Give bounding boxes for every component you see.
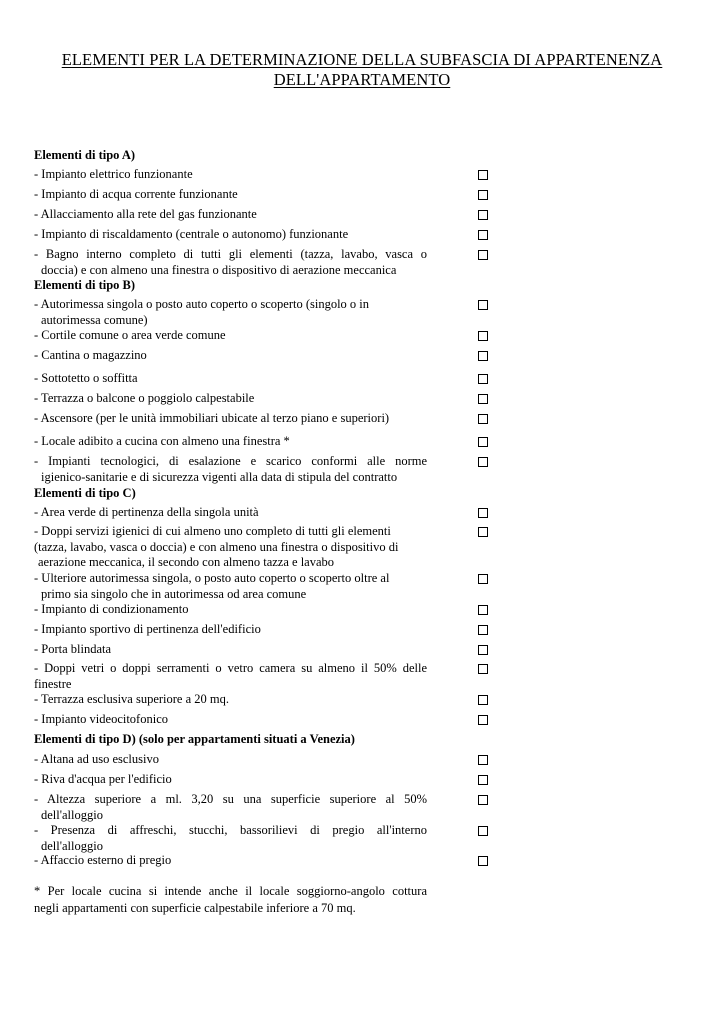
item-ulteriore-autorimessa	[34, 571, 427, 602]
document-title-line-1: ELEMENTI PER LA DETERMINAZIONE DELLA SUBFASCIA DI APPARTENENZA	[61, 50, 663, 69]
checkbox-impianti-tecnologici[interactable]	[478, 457, 488, 467]
item-affreschi-line-2: dell'alloggio	[41, 838, 103, 853]
checkbox-condizionamento[interactable]	[478, 605, 488, 615]
item-condizionamento: - Impianto di condizionamento	[34, 602, 189, 616]
item-impianti-tecnologici	[34, 454, 427, 485]
item-doppi-servizi-line-2: (tazza, lavabo, vasca o doccia) e con almeno una finestra o dispositivo di	[34, 539, 399, 554]
checkbox-riscaldamento[interactable]	[478, 230, 488, 240]
footnote	[34, 883, 427, 917]
document-title-line-2: DELL'APPARTAMENTO	[273, 70, 451, 89]
item-affreschi	[34, 823, 427, 854]
item-porta-blindata: - Porta blindata	[34, 642, 112, 656]
item-cantina: - Cantina o magazzino	[34, 348, 147, 362]
checkbox-affreschi[interactable]	[478, 826, 488, 836]
checkbox-doppi-vetri[interactable]	[478, 664, 488, 674]
section-c-heading: Elementi di tipo C)	[34, 486, 136, 500]
checkbox-impianto-elettrico[interactable]	[478, 170, 488, 180]
checkbox-bagno-interno[interactable]	[478, 250, 488, 260]
item-autorimessa	[34, 297, 427, 328]
checkbox-videocitofonico[interactable]	[478, 715, 488, 725]
item-acqua-corrente: - Impianto di acqua corrente funzionante	[34, 187, 238, 201]
section-b-heading: Elementi di tipo B)	[34, 278, 136, 292]
checkbox-terrazza-balcone[interactable]	[478, 394, 488, 404]
footnote-line-2: negli appartamenti con superficie calpestabile inferiore a 70 mq.	[34, 901, 356, 915]
item-doppi-vetri-line-2: finestre	[34, 676, 72, 691]
item-videocitofonico: - Impianto videocitofonico	[34, 712, 168, 726]
item-impianti-tecnologici-line-2: igienico-sanitarie e di sicurezza vigenti alla data di stipula del contratto	[41, 469, 398, 484]
item-terrazza-balcone: - Terrazza o balcone o poggiolo calpestabile	[34, 391, 255, 405]
item-altezza	[34, 792, 427, 823]
item-terrazza-esclusiva: - Terrazza esclusiva superiore a 20 mq.	[34, 692, 229, 706]
section-d-heading: Elementi di tipo D) (solo per appartamenti situati a Venezia)	[34, 732, 355, 746]
item-sottotetto: - Sottotetto o soffitta	[34, 371, 138, 385]
checkbox-altana[interactable]	[478, 755, 488, 765]
item-altana: - Altana ad uso esclusivo	[34, 752, 159, 766]
checkbox-autorimessa[interactable]	[478, 300, 488, 310]
item-ulteriore-autorimessa-line-1: - Ulteriore autorimessa singola, o posto auto coperto o scoperto oltre al	[34, 571, 390, 585]
item-ulteriore-autorimessa-line-2: primo sia singolo che in autorimessa od area comune	[41, 586, 307, 601]
item-altezza-line-2: dell'alloggio	[41, 807, 103, 822]
item-impianti-tecnologici-line-1: - Impianti tecnologici, di esalazione e scarico conformi alle norme	[34, 454, 427, 468]
item-impianto-sportivo: - Impianto sportivo di pertinenza dell'edificio	[34, 622, 261, 636]
checkbox-porta-blindata[interactable]	[478, 645, 488, 655]
item-locale-cucina: - Locale adibito a cucina con almeno una finestra *	[34, 434, 290, 448]
item-affreschi-line-1: - Presenza di affreschi, stucchi, bassorilievi di pregio all'interno	[34, 823, 427, 837]
item-impianto-elettrico: - Impianto elettrico funzionante	[34, 167, 193, 181]
checkbox-acqua-corrente[interactable]	[478, 190, 488, 200]
checkbox-riva-acqua[interactable]	[478, 775, 488, 785]
checkbox-sottotetto[interactable]	[478, 374, 488, 384]
checkbox-cortile-comune[interactable]	[478, 331, 488, 341]
checkbox-impianto-sportivo[interactable]	[478, 625, 488, 635]
item-cortile-comune: - Cortile comune o area verde comune	[34, 328, 226, 342]
item-bagno-interno-line-1: - Bagno interno completo di tutti gli elementi (tazza, lavabo, vasca o	[34, 247, 427, 261]
item-riscaldamento: - Impianto di riscaldamento (centrale o autonomo) funzionante	[34, 227, 349, 241]
checkbox-ulteriore-autorimessa[interactable]	[478, 574, 488, 584]
item-autorimessa-line-1: - Autorimessa singola o posto auto coperto o scoperto (singolo o in	[34, 297, 370, 311]
checkbox-terrazza-esclusiva[interactable]	[478, 695, 488, 705]
item-doppi-servizi-line-1: - Doppi servizi igienici di cui almeno uno completo di tutti gli elementi	[34, 524, 391, 538]
item-allacciamento-gas: - Allacciamento alla rete del gas funzionante	[34, 207, 257, 221]
item-doppi-vetri	[34, 661, 427, 692]
item-bagno-interno	[34, 247, 427, 278]
item-ascensore: - Ascensore (per le unità immobiliari ubicate al terzo piano e superiori)	[34, 411, 390, 425]
section-a-heading: Elementi di tipo A)	[34, 148, 136, 162]
item-altezza-line-1: - Altezza superiore a ml. 3,20 su una superficie superiore al 50%	[34, 792, 427, 806]
item-area-verde: - Area verde di pertinenza della singola unità	[34, 505, 259, 519]
item-doppi-servizi-line-3: aerazione meccanica, il secondo con almeno tazza e lavabo	[38, 555, 335, 569]
footnote-line-1: * Per locale cucina si intende anche il locale soggiorno-angolo cottura	[34, 884, 427, 898]
checkbox-altezza[interactable]	[478, 795, 488, 805]
checkbox-locale-cucina[interactable]	[478, 437, 488, 447]
item-bagno-interno-line-2: doccia) e con almeno una finestra o dispositivo di aerazione meccanica	[41, 262, 397, 277]
item-autorimessa-line-2: autorimessa comune)	[41, 312, 148, 327]
checkbox-area-verde[interactable]	[478, 508, 488, 518]
item-doppi-servizi	[34, 524, 427, 571]
item-riva-acqua: - Riva d'acqua per l'edificio	[34, 772, 172, 786]
checkbox-ascensore[interactable]	[478, 414, 488, 424]
checkbox-affaccio[interactable]	[478, 856, 488, 866]
checkbox-doppi-servizi[interactable]	[478, 527, 488, 537]
item-affaccio: - Affaccio esterno di pregio	[34, 853, 172, 867]
checkbox-cantina[interactable]	[478, 351, 488, 361]
item-doppi-vetri-line-1: - Doppi vetri o doppi serramenti o vetro camera su almeno il 50% delle	[34, 661, 427, 675]
checkbox-allacciamento-gas[interactable]	[478, 210, 488, 220]
